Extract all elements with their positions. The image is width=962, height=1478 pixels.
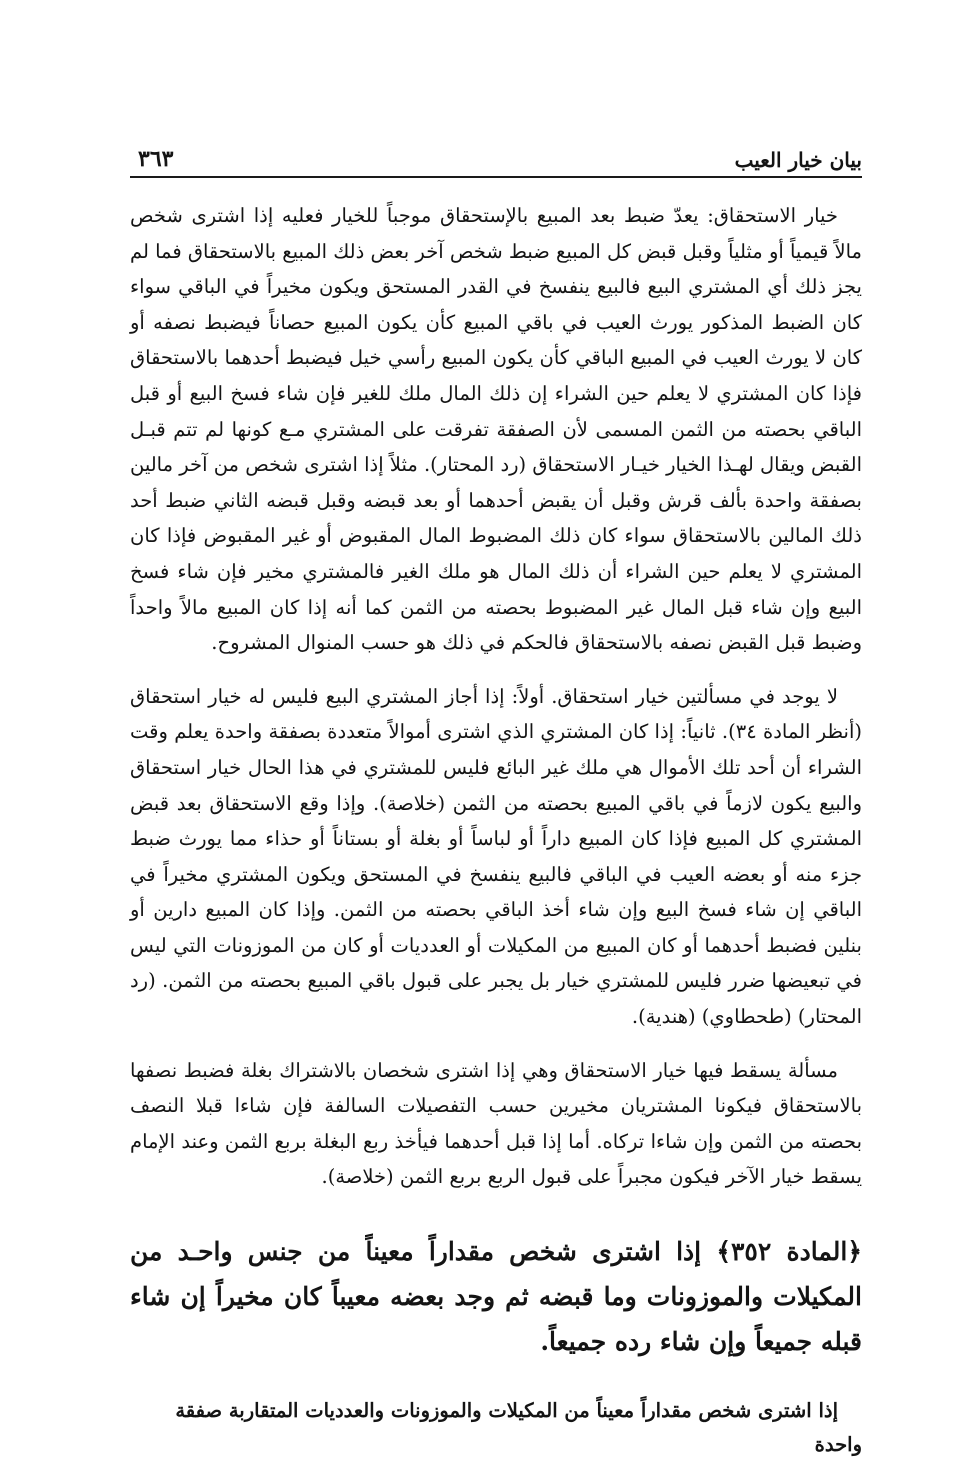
paragraph-istihqaq-option: خيار الاستحقاق: يعدّ ضبط بعد المبيع بالإستحقاق موجباً للخيار فعليه إذا اشترى شخص مالاً قيمياً أو مثلياً وقبل قبض كل المبيع ضبط شخص آخر بعض ذلك المبيع بالاستحقاق فما لم يجز ذلك أي المشتري البيع فالبيع ينفسخ في القدر المستحق ويكون مخيراً في الباقي سواء كان الضبط المذكور يورث العيب في باقي المبيع كأن يكون المبيع حصاناً فيضبط نصفه أو كان لا يورث العيب في المبيع الباقي كأن يكون المبيع رأسي خيل فيضبط أحدهما بالاستحقاق فإذا كان المشتري لا يعلم حين الشراء إن ذلك المال ملك للغير فإن شاء فسخ البيع أو قبل الباقي بحصته من الثمن المسمى لأن الصفقة تفرقت على المشتري مـع كونها لم تتم قبـل القبض ويقال لهـذا الخيار خيـار الاستحقاق (رد المحتار). مثلاً إذا اشترى شخص من آخر مالين بصفقة واحدة بألف قرش وقبل أن يقبض أحدهما أو بعد قبضه وقبل قبضه الثاني ضبط أحد ذلك المالين بالاستحقاق سواء كان ذلك المضبوط المال المقبوض أو غير المقبوض فإذا كان المشتري لا يعلم حين الشراء أن ذلك المال هو ملك الغير فالمشتري مخير فإن شاء فسخ البيع وإن شاء قبل المال غير المضبوط بحصته من الثمن كما أنه إذا كان المبيع مالاً واحداً وضبط قبل القبض نصفه بالاستحقاق فالحكم في ذلك هو حسب المنوال المشروح.	[129, 204, 862, 655]
article-352: ﴿المادة ٣٥٢﴾ إذا اشترى شخص مقداراً معيناً من جنس واحـد من المكيلات والموزونات وما قبضه ثم وجد بعضه معيباً كان مخيراً إن شاء قبله جميعاً وإن شاء رده جميعاً.	[130, 1237, 863, 1357]
paragraph-no-option-cases: لا يوجد في مسألتين خيار استحقاق. أولاً: إذا أجاز المشتري البيع فليس له خيار استحقاق (أنظر المادة ٣٤). ثانياً: إذا كان المشتري الذي اشترى أموالاً متعددة بصفقة واحدة يعلم وقت الشراء أن أحد تلك الأموال هي ملك غير البائع فليس للمشتري في هذا الحال خيار استحقاق والبيع يكون لازماً في باقي المبيع بحصته من الثمن (خلاصة). وإذا وقع الاستحقاق بعد قبض المشتري كل المبيع فإذا كان المبيع داراً أو لباساً أو بغلة أو بستاناً أو حذاء مما يورث ضبط جزء منه أو بعضه العيب في الباقي فالبيع ينفسخ في المستحق ويكون المشتري مخيراً في الباقي إن شاء فسخ البيع وإن شاء أخذ الباقي بحصته من الثمن. وإذا كان المبيع دارين أو بنلين فضبط أحدهما أو كان المبيع من المكيلات أو العدديات أو كان من الموزونات التي ليس في تبعيضها ضرر فليس للمشتري خيار بل يجبر على قبول باقي المبيع بحصته من الثمن. (رد المحتار) (طحطاوي) (هندية).	[130, 684, 862, 1029]
page	[130, 140, 862, 1462]
chapter-title: بيان خيار العيب	[734, 148, 862, 172]
commentary-start: إذا اشترى شخص مقداراً معيناً من المكيلات والموزونات والعدديات المتقاربة صفقة واحدة	[175, 1399, 862, 1457]
page-header	[130, 140, 862, 178]
paragraph-option-lapse: مسألة يسقط فيها خيار الاستحقاق وهي إذا اشترى شخصان بالاشتراك بغلة فضبط نصفها بالاستحقاق فيكونا المشتريان مخيرين حسب التفصيلات السالفة فإن شاءا قبلا النصف بحصته من الثمن وإن شاءا تركاه. أما إذا قبل أحدهما فيأخذ ربع البغلة بربع الثمن وعند الإمام يسقط خيار الآخر فيكون مجبراً على قبول الربع بربع الثمن (خلاصة).	[130, 1058, 862, 1189]
page-number: ٣٦٣	[138, 146, 174, 172]
page-body	[130, 198, 862, 1462]
